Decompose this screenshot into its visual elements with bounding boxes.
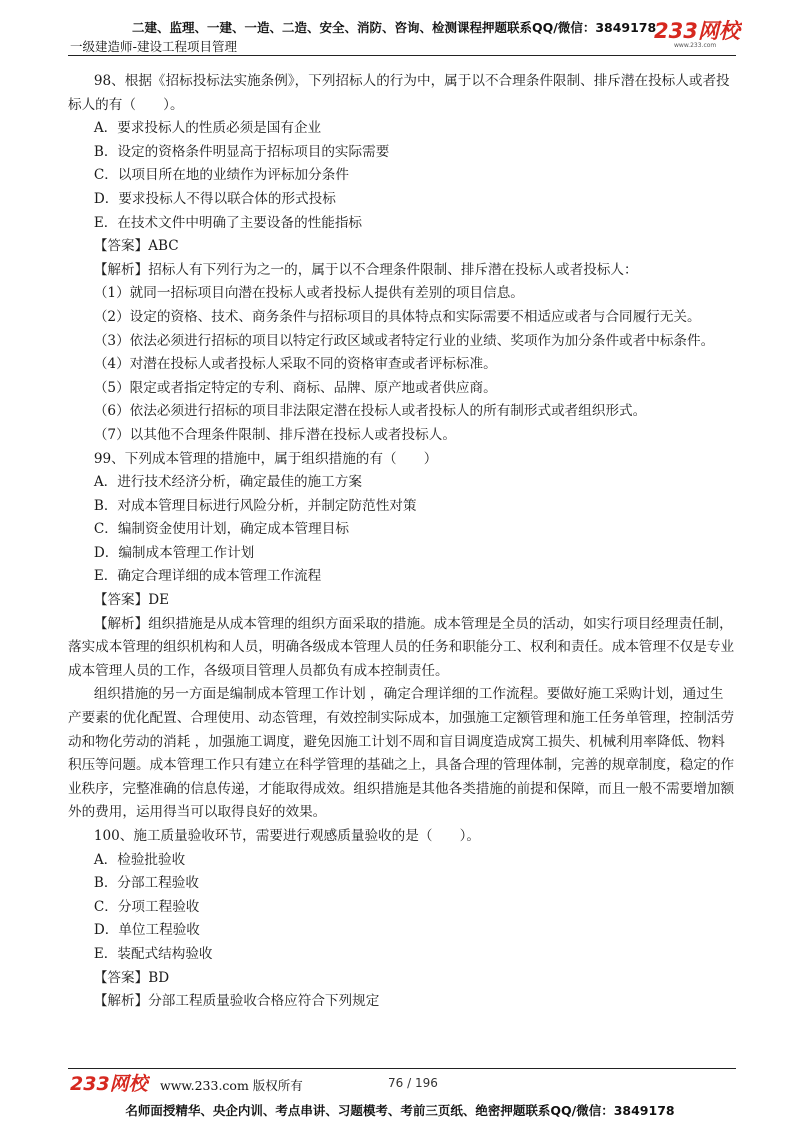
- footer-brand-logo: [70, 1068, 150, 1098]
- text-paragraph: 【解析】组织措施是从成本管理的组织方面采取的措施。成本管理是全员的活动，如实行项目经理责任制，落实成本管理的组织机构和人员，明确各级成本管理人员的任务和职能分工、权利和责任。成本管理不仅是专业成本管理人员的工作，各级项目管理人员都负有成本控制责任。: [68, 615, 735, 679]
- text-paragraph: A．检验批验收: [93, 851, 186, 868]
- text-paragraph: B．分部工程验收: [93, 875, 199, 892]
- header-divider: [68, 55, 736, 56]
- document-body: [68, 70, 736, 1014]
- text-paragraph: E．装配式结构验收: [93, 945, 213, 962]
- text-paragraph: （2）设定的资格、技术、商务条件与招标项目的具体特点和实际需要不相适应或者与合同履行无关。: [93, 308, 701, 325]
- text-paragraph: 【解析】招标人有下列行为之一的，属于以不合理条件限制、排斥潜在投标人或者投标人：: [93, 261, 638, 278]
- page-number: 76 / 196: [388, 1076, 438, 1090]
- text-paragraph: A．进行技术经济分析，确定最佳的施工方案: [93, 474, 362, 491]
- text-paragraph: 100、施工质量验收环节，需要进行观感质量验收的是（ ）。: [93, 828, 481, 844]
- text-paragraph: B．设定的资格条件明显高于招标项目的实际需要: [93, 143, 390, 160]
- text-paragraph: 组织措施的另一方面是编制成本管理工作计划 ，确定合理详细的工作流程。要做好施工采购计划，通过生产要素的优化配置、合理使用、动态管理，有效控制实际成本，加强施工定额管理和施工任务单管理，控制活劳动和物化劳动的消耗 ，加强施工调度，避免因施工计划不周和盲目调度造成窝工损失、机械利用率降低、物料积压等问题。成本管理工作只有建立在科学管理的基础之上，具备合理的管理体制，完善的规章制度，稳定的作业秩序，完整准确的信息传递，才能取得成效。组织措施是其他各类措施的前提和保障，而且一般不需要增加额外的费用，运用得当可以取得良好的效果。: [68, 686, 735, 821]
- header-subtitle: 一级建造师-建设工程项目管理: [70, 39, 238, 54]
- text-paragraph: 【答案】BD: [93, 969, 170, 986]
- text-paragraph: E．确定合理详细的成本管理工作流程: [93, 568, 322, 585]
- text-paragraph: 99、下列成本管理的措施中，属于组织措施的有（ ）: [93, 450, 438, 467]
- footer-divider: [68, 1068, 736, 1069]
- text-paragraph: 【答案】ABC: [93, 238, 179, 255]
- brand-logo-subtext: www.233.com: [674, 42, 717, 49]
- text-paragraph: C．编制资金使用计划，确定成本管理目标: [93, 521, 349, 538]
- text-paragraph: B．对成本管理目标进行风险分析，并制定防范性对策: [93, 497, 417, 514]
- text-paragraph: D．编制成本管理工作计划: [93, 544, 255, 561]
- text-paragraph: （4）对潜在投标人或者投标人采取不同的资格审查或者评标标准。: [93, 356, 497, 373]
- footer-copyright: www.233.com 版权所有: [160, 1078, 303, 1093]
- text-paragraph: （6）依法必须进行招标的项目非法限定潜在投标人或者投标人的所有制形式或者组织形式。: [93, 403, 647, 420]
- text-paragraph: （5）限定或者指定特定的专利、商标、品牌、原产地或者供应商。: [93, 379, 497, 396]
- text-paragraph: （3）依法必须进行招标的项目以特定行政区域或者特定行业的业绩、奖项作为加分条件或者中标条件。: [93, 332, 715, 349]
- text-paragraph: D．要求投标人不得以联合体的形式投标: [93, 190, 336, 207]
- page-header: [0, 0, 800, 60]
- text-paragraph: 【解析】分部工程质量验收合格应符合下列规定: [93, 993, 380, 1010]
- footer-promo: 名师面授精华、央企内训、考点串讲、习题模考、考前三页纸、绝密押题联系QQ/微信：3849178: [125, 1103, 675, 1118]
- text-paragraph: （7）以其他不合理条件限制、排斥潜在投标人或者投标人。: [93, 426, 456, 443]
- text-paragraph: 98、根据《招标投标法实施条例》，下列招标人的行为中，属于以不合理条件限制、排斥潜在投标人或者投标人的有（ ）。: [68, 73, 730, 113]
- text-paragraph: C．以项目所在地的业绩作为评标加分条件: [93, 167, 349, 184]
- text-paragraph: D．单位工程验收: [93, 922, 200, 939]
- text-paragraph: 【答案】DE: [93, 592, 170, 609]
- footer-logo-text: 233网校: [70, 1073, 148, 1095]
- text-paragraph: A．要求投标人的性质必须是国有企业: [93, 120, 322, 137]
- brand-logo: [652, 14, 742, 50]
- header-promo: 二建、监理、一建、一造、二造、安全、消防、咨询、检测课程押题联系QQ/微信：3849178: [132, 20, 657, 35]
- text-paragraph: E．在技术文件中明确了主要设备的性能指标: [93, 214, 363, 231]
- brand-logo-text: 233网校: [654, 19, 740, 43]
- text-paragraph: C．分项工程验收: [93, 898, 200, 915]
- text-paragraph: （1）就同一招标项目向潜在投标人或者投标人提供有差别的项目信息。: [93, 285, 524, 302]
